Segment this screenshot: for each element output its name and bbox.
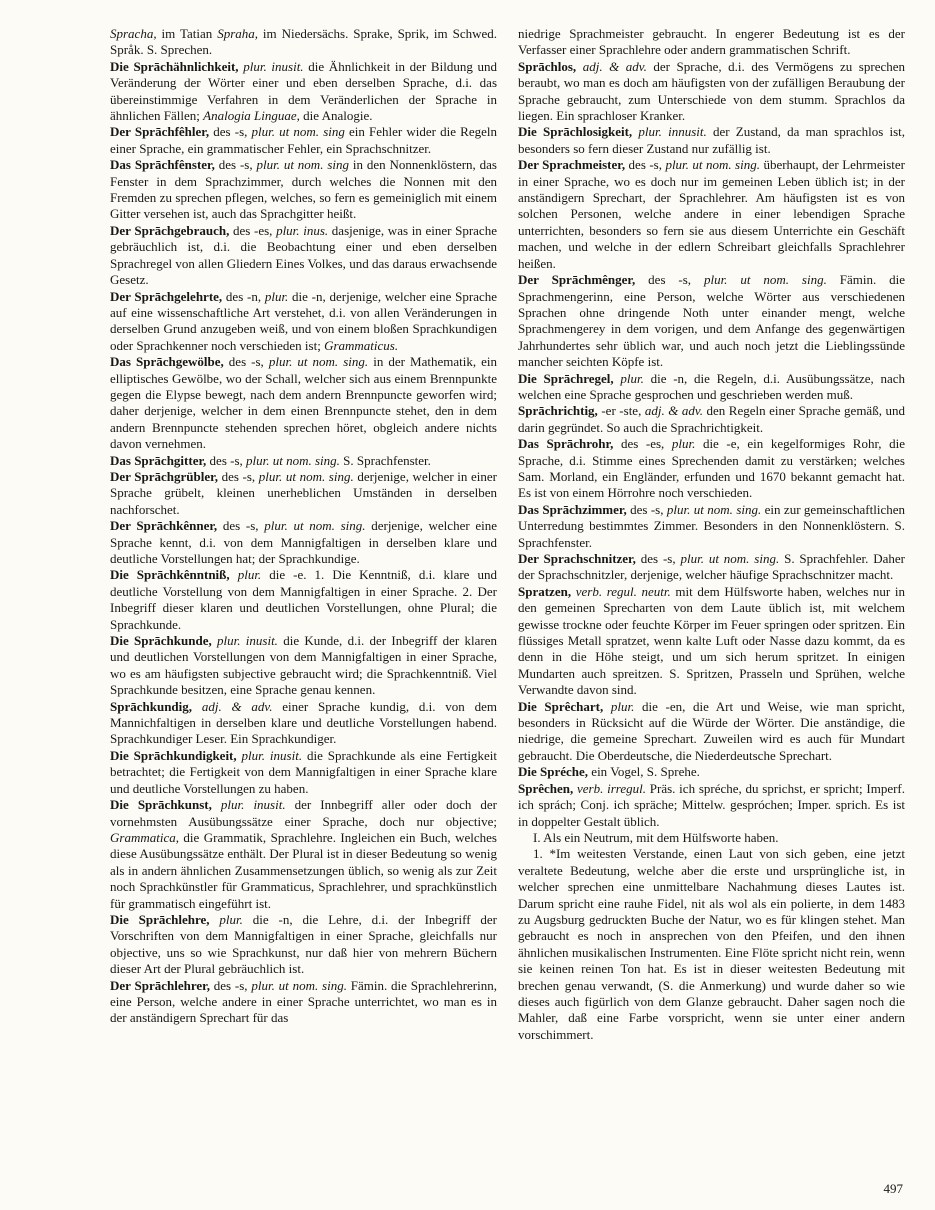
entry-headword: Der Sprachmeister, [518, 157, 629, 173]
entry-grammar-label: plur. ut nom. sing. [665, 157, 760, 173]
entry-text: des -es, [233, 222, 277, 238]
entry-sprachlos [518, 59, 905, 125]
right-column [518, 26, 905, 1043]
entry-sprachgruebler [110, 469, 497, 518]
entry-grammar-label: plur. ut nom. sing. [666, 501, 762, 517]
entry-headword: Die Sprêchart, [518, 698, 611, 714]
entry-headword: Sprāchrichtig, [518, 403, 602, 419]
entry-sprachfehler [110, 124, 497, 157]
entry-headword: Der Sprāchmênger, [518, 272, 649, 288]
left-column [110, 26, 497, 1043]
entry-headword: Der Sprāchgelehrte, [110, 288, 226, 304]
entry-grammar-label: Grammaticus. [324, 337, 399, 353]
entry-sprachlehrer [110, 978, 497, 1027]
entry-headword: Die Sprāchkênntniß, [110, 567, 238, 583]
entry-headword: Das Sprāchzimmer, [518, 501, 631, 517]
page-number: 497 [883, 1181, 903, 1196]
entry-sprachschnitzer [518, 551, 905, 584]
entry-text: -er -ste, [601, 403, 645, 419]
entry-grammar-label: plur. ut nom. sing. [703, 272, 827, 288]
entry-text: des -s, [218, 157, 257, 173]
entry-headword: Sprêchen, [518, 780, 578, 796]
entry-grammar-label: plur. ut nom. sing. [680, 551, 780, 566]
entry-grammar-label: adj. & adv. [201, 698, 273, 714]
entry-sprachregel [518, 371, 905, 404]
entry-text: der Zustand, da man sprachlos ist, besonders so fern dieser Zustand nur zufällig ist. [518, 124, 905, 156]
entry-text: derjenige, welcher eine Sprache kennt, d.i. von dem Mannigfaltigen in derselben klare und deutliche Vorstellungen hat; der Sprachkundige. [110, 518, 498, 566]
entry-grammar-label: plur. [237, 567, 262, 583]
entry-sprachgewoelbe [110, 354, 497, 452]
entry-headword: Sprāchlos, [518, 58, 583, 74]
entry-text: die Ähnlichkeit in der Bildung und Veränderung der Wörter einer und eben derselben Sprache, d.i. das übereinstimmige Verfahren in dem Veränderlichen der Sprache in ähnlichen Fällen; [110, 58, 498, 124]
entry-text: des -s, [213, 977, 252, 993]
entry-headword: Das Sprāchfênster, [110, 157, 219, 173]
entry-sprachkunde [110, 633, 497, 699]
entry-text: des -s, [213, 124, 252, 140]
entry-text: des -s, [228, 354, 269, 370]
entry-grammar-label: plur. inusit. [217, 633, 278, 649]
entry-headword: Der Sprachschnitzer, [518, 551, 641, 566]
entry-headword: Spratzen, [518, 583, 576, 599]
entry-headword: Der Sprāchgrübler, [110, 468, 222, 484]
entry-sprachgitter [110, 453, 497, 469]
entry-text: des -s, [222, 518, 265, 534]
entry-text: Fämin. die Sprachmengerinn, eine Person, welche Wörter aus verschiedenen Sprachen ohne dringende Noth unter einander mengt, welche Sprachmengerey in dem vorigen, und dem Anfange des gegenwärtigen Jahrhundertes sehr üblich war, und auch noch jetzt die Lieblingssünde mancher seichten Köpfe ist. [518, 272, 905, 370]
entry-sprachkundigkeit [110, 748, 497, 797]
entry-text: 1. *Im weitesten Verstande, einen Laut von sich geben, eine jetzt veraltete Bedeutung, welche aber die erste und ursprüngliche ist, in welcher sprechen eine unmittelbare Nachahmung dieses Lautes ist. Darum spricht eine rauhe Fidel, nit als wol als ein polierte, in dem 1483 zu Augsburg gedruckten Buche der Natur, wo es für klingen stehet. Man gebraucht es noch in ansprechen von den Pfeifen, und den ihnen ähnlichen musikalischen Instrumenten. Eine Flöte spricht nicht rein, wenn sie keinen reinen Ton hat. Es ist in dieser weitesten Bedeutung mit brechen genau verwandt, (S. die Anmerkung) und wurde daher so wie dieses auch figürlich von dem Glanze gebraucht. Daher sagen noch die Mahler, daß eine Farbe vorspricht, wenn sie unter einer andern vorschimmert. [518, 846, 905, 1042]
entry-sprachrichtig [518, 403, 905, 436]
entry-grammar-label: Grammatica, [110, 829, 179, 845]
entry-sprachlosigkeit [518, 124, 905, 157]
entry-sprachkundig [110, 699, 497, 748]
entry-headword: Die Sprāchähnlichkeit, [110, 58, 244, 74]
entry-text: ein Vogel, S. Sprehe. [591, 764, 700, 780]
entry-sprachlehre [110, 912, 497, 978]
entry-text: S. Sprachfehler. Daher der Sprachschnitzler, derjenige, welcher häufige Sprachschnitzer macht. [518, 551, 905, 583]
entry-text: die Analogie. [299, 108, 373, 124]
entry-grammar-label: plur. ut nom. sing. [264, 518, 366, 534]
entry-headword: Das Sprāchgitter, [110, 452, 210, 468]
entry-grammar-label: plur. [219, 911, 243, 927]
entry-text: die -n, die Lehre, d.i. der Inbegriff der Vorschriften von dem Mannigfaltigen in einer Sprache, gleichfalls nur objective, uns so wie Sprachkunst, nur daß hier von mehrern Büchern dieser Art der Plural gebräuchlich ist. [110, 911, 497, 977]
entry-text: des -s, [221, 468, 259, 484]
entry-grammar-label: plur. ut nom. sing [251, 124, 345, 140]
entry-text: des -s, [648, 272, 704, 288]
entry-sprachkunst [110, 797, 497, 912]
entry-headword: Der Sprāchgebrauch, [110, 222, 233, 238]
entry-headword: Sprāchkundig, [110, 698, 202, 714]
entry-text: ein Fehler wider die Regeln einer Sprache, ein grammatischer Fehler, ein Sprachschnitzer. [110, 124, 498, 156]
entry-headword: Die Sprāchregel, [518, 370, 621, 386]
entry-sprachmenger [518, 272, 905, 370]
entry-sprachkenntniss [110, 567, 497, 633]
entry-text: die -e, ein kegelformiges Rohr, die Sprache, d.i. Stimme eines Sprechenden damit zu verstärken; welches Sam. Morland, ein Engländer, erfunden und 1670 bekannt gemacht hat. Es ist von einem Hörrohre noch verschieden. [518, 436, 905, 501]
entry-text: den Regeln einer Sprache gemäß, und darin gegründet. So auch die Sprachrichtigkeit. [518, 403, 905, 435]
entry-text: mit dem Hülfsworte haben, welches nur in den gemeinen Sprecharten von dem Laute üblich ist, mit welchem gewisse trockne oder feuchte Körper im Feuer springen oder spritzen. Ein flüssiges Metall spratzet, wenn kalte Luft oder Nasse dazu kommt, da es denn in die Höhe steigt, und um sich herum spritzet. In einigen Mundarten auch spreitzen. S. Spritzen, Prasseln und Sprühen, welche Verwandte davon sind. [518, 583, 905, 698]
entry-text: die -e. 1. Die Kenntniß, d.i. klare und deutliche Vorstellung von dem Mannigfaltigen in einer Sprache. 2. Der Inbegriff dieser klaren und deutlichen Vorstellungen, ohne Plural; die Sprachkunde. [110, 567, 497, 632]
entry-text: S. Sprachfenster. [339, 452, 431, 468]
entry-headword: Der Sprāchfêhler, [110, 124, 214, 140]
entry-text: des -es, [620, 436, 672, 452]
entry-text: die Kunde, d.i. der Inbegriff der klaren und deutlichen Vorstellungen von dem Mannigfaltigen in einer Sprache, wo es am häufigsten subjective gebraucht wird; die Sprachkenntniß. Viel Sprachkunde besitzen, eine Sprache genau kennen. [110, 633, 497, 698]
entry-text: niedrige Sprachmeister gebraucht. In engerer Bedeutung ist es der Verfasser einer Sprachlehre oder andern grammatischen Schrift. [518, 26, 905, 58]
entry-grammar-label: verb. irregul. [577, 780, 647, 796]
entry-text: die -n, die Regeln, d.i. Ausübungssätze, nach welchen eine Sprache gesprochen und geschrieben werden muß. [518, 370, 906, 402]
two-column-text-block [110, 26, 905, 1043]
entry-grammar-label: plur. [610, 698, 635, 714]
entry-text: einer Sprache kundig, d.i. von dem Mannichfaltigen in derselben klare und deutliche Vorstellungen habend. Sprachkundiger Leser. Ein Sprachkundiger. [110, 698, 497, 747]
entry-sprachfenster [110, 157, 497, 223]
entry-text: die Grammatik, Sprachlehre. Ingleichen ein Buch, welches diese Ausübungssätze enthält. Der Plural ist in dieser Bedeutung so wenig als in andern ähnlichen Zusammensetzungen üblich, so wenig als zur Zeit noch Sprachkünstler für Grammaticus, Sprachlehrer, und sprachkünstlich für grammatisch eingeführt ist. [110, 829, 497, 911]
entry-sprachgelehrte [110, 289, 497, 355]
entry-headword: Die Spréche, [518, 764, 592, 780]
entry-text: des -s, [630, 501, 667, 517]
entry-grammar-label: plur. innusit. [638, 124, 707, 140]
entry-sprachmeister [518, 157, 905, 272]
entry-grammar-label: plur. ut nom. sing. [268, 354, 369, 370]
entry-headword: Die Sprāchkundigkeit, [110, 747, 242, 763]
entry-grammar-label: verb. regul. neutr. [575, 583, 671, 599]
entry-headword: Der Sprāchkênner, [110, 518, 223, 534]
entry-text: Präs. ich spréche, du sprichst, er spricht; Imperf. ich sprách; Conj. ich spräche; Mittelw. gespróchen; Imper. sprich. Es ist in doppelter Gestalt üblich. [518, 780, 905, 829]
entry-grammar-label: plur. inusit. [243, 58, 304, 74]
entry-grammar-label: plur. ut nom. sing. [258, 468, 354, 484]
entry-sprechen-section-1 [518, 830, 905, 846]
entry-headword: Das Sprāchrohr, [518, 436, 621, 452]
entry-text: die -n, derjenige, welcher eine Sprache auf eine wissenschaftliche Art verstehet, d.i. von allen Veränderungen in derselben Grund anzugeben weiß, und von einem bloßen Sprachkundigen oder Sprachkenner noch verschieden ist; [110, 288, 497, 353]
entry-spratzen [518, 584, 905, 699]
entry-text: I. Als ein Neutrum, mit dem Hülfsworte haben. [533, 829, 779, 845]
entry-grammar-label: plur. ut nom. sing. [251, 977, 347, 993]
entry-grammar-label: plur. [264, 288, 289, 304]
entry-grammar-label: Spraha, [217, 26, 258, 41]
entry-sprechen-sense-1 [518, 846, 905, 1043]
entry-text: ein zur gemeinschaftlichen Unterredung bestimmtes Zimmer. Besonders in den Nonnenklöstern. S. Sprachfenster. [518, 501, 905, 550]
entry-spreche [518, 764, 905, 780]
entry-text: überhaupt, der Lehrmeister in einer Sprache, wo es doch nur im gemeinen Leben üblich ist; in der anständigern Sprechart, der Sprachlehrer. Am häufigsten ist es von solchen Personen, welche andere in einer lebendigen Sprache unterrichten, besonders so fern sie aus diesem Unterrichte ein Geschäft machen, und welche in der edlern Schreibart gleichfalls Sprachlehrer heißen. [518, 157, 906, 271]
entry-spracha-continuation [110, 26, 497, 59]
entry-sprechen [518, 781, 905, 830]
entry-headword: Der Sprāchlehrer, [110, 977, 214, 993]
entry-grammar-label: adj. & adv. [644, 403, 703, 419]
entry-grammar-label: plur. [620, 370, 644, 386]
entry-text: des -n, [225, 288, 265, 304]
entry-text: in den Nonnenklöstern, das Fenster in dem Sprachzimmer, durch welches die Nonnen mit den Fremden zu sprechen pflegen, welches, so fern es gemeiniglich mit einem Gitter versehen ist, auch das Sprachgitter heißt. [110, 157, 497, 222]
entry-grammar-label: Spracha, [110, 26, 157, 41]
entry-text: die -en, die Art und Weise, wie man spricht, besonders in Rücksicht auf die Würde der Wörter. Die anständige, die niedrige, die gemeine Sprechart. Zuweilen wird es auch für Mundart gebraucht. Die Oberdeutsche, die Niederdeutsche Sprechart. [518, 698, 906, 763]
entry-sprachkenner [110, 518, 497, 567]
entry-text: des -s, [640, 551, 681, 566]
entry-grammar-label: plur. ut nom. sing. [246, 452, 340, 468]
entry-headword: Die Sprāchkunst, [110, 797, 221, 813]
entry-text: der Sprache, d.i. des Vermögens zu sprechen beraubt, wo man es doch am häufigsten von der zufälligen Beraubung der Sprache gebraucht, zum Unterschiede von dem stumm. Sprachlos da liegen. Ein sprachloser Kranker. [518, 58, 906, 124]
entry-grammar-label: adj. & adv. [582, 58, 647, 74]
entry-headword: Die Sprāchlehre, [110, 911, 220, 927]
entry-text: im Niedersächs. Sprake, Sprik, im Schwed. Språk. S. Sprechen. [110, 26, 497, 58]
entry-grammar-label: plur. [671, 436, 696, 452]
entry-sprachzimmer [518, 502, 905, 551]
entry-sprechart [518, 699, 905, 765]
entry-text: die Sprachkunde als eine Fertigkeit betrachtet; die Fertigkeit von dem Mannigfaltigen in einer Sprache klare und deutliche Vorstellungen zu haben. [110, 747, 497, 796]
entry-sprachgebrauch [110, 223, 497, 289]
entry-text: der Innbegriff aller oder doch der vornehmsten Ausübungssätze einer Sprache, doch nur objective; [110, 797, 497, 829]
entry-grammar-label: plur. inusit. [220, 797, 286, 813]
entry-grammar-label: plur. inus. [276, 222, 329, 238]
entry-headword: Die Sprāchlosigkeit, [518, 124, 639, 140]
entry-text: derjenige, welcher in einer Sprache grübelt, kleinen unerheblichen Umständen in derselben nachforschet. [110, 468, 497, 517]
entry-grammar-label: plur. ut nom. sing [256, 157, 349, 173]
entry-headword: Das Sprāchgewölbe, [110, 354, 229, 370]
entry-grammar-label: plur. inusit. [241, 747, 303, 763]
entry-text: des -s, [628, 157, 666, 173]
entry-text: dasjenige, was in einer Sprache gebräuchlich ist, d.i. die Beobachtung einer und eben derselben Sprachregel von allen Gliedern Eines Volkes, und das daraus erwachsende Gesetz. [110, 222, 497, 288]
entry-text: in der Mathematik, ein elliptisches Gewölbe, wo der Schall, welcher sich aus einem Brennpunkte gegen die Elypse bewegt, nach dem andern Brennpuncte geworfen wird; daher derjenige, welcher in dem einen Brennpuncte stehet, den in dem andern Brennpuncte stehenden sprechen höret, obgleich andere nichts davon vernehmen. [110, 354, 497, 452]
entry-text: Fämin. die Sprachlehrerinn, eine Person, welche andere in einer Sprache unterrichtet, wo man es in der anständigern Sprechart für das [110, 977, 497, 1026]
entry-grammar-label: Analogia Linguae, [203, 108, 300, 124]
entry-headword: Die Sprāchkunde, [110, 633, 218, 649]
entry-sprachrohr [518, 436, 905, 502]
entry-sprachlehrer-continuation [518, 26, 905, 59]
entry-sprachaehnlichkeit [110, 59, 497, 125]
entry-text: des -s, [209, 452, 247, 468]
entry-text: im Tatian [156, 26, 218, 41]
